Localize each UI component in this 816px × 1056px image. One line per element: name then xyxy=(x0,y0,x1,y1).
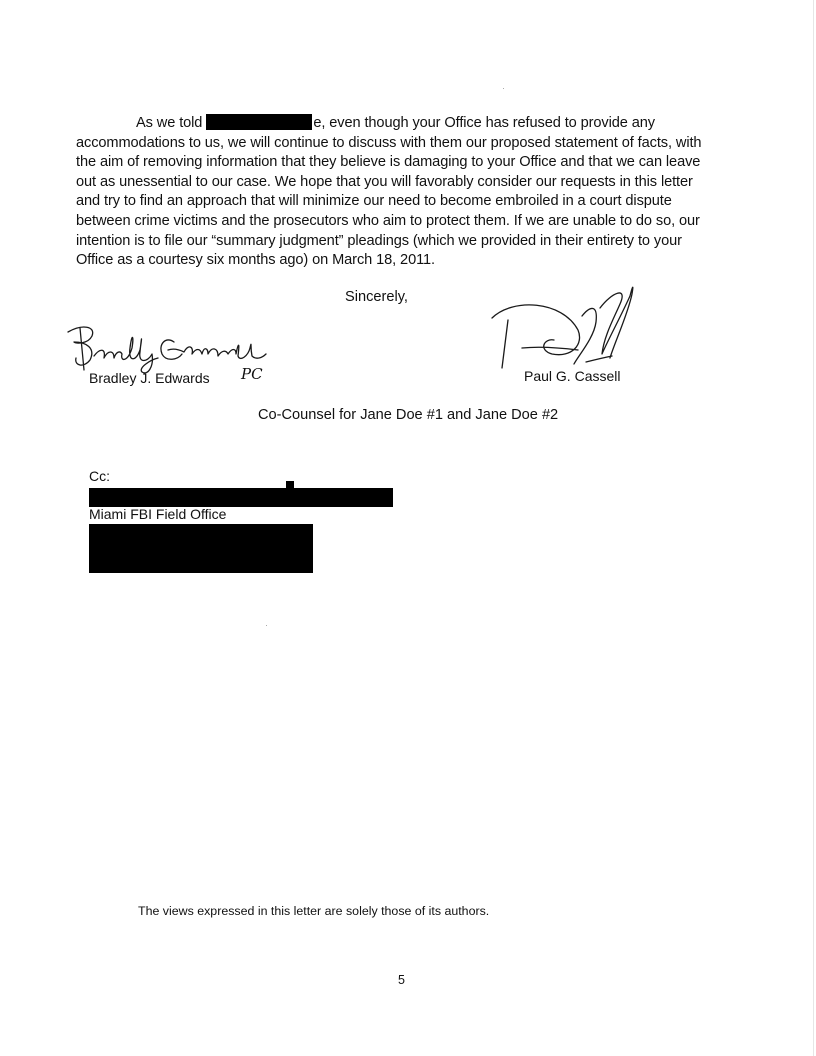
co-counsel-line: Co-Counsel for Jane Doe #1 and Jane Doe #2 xyxy=(258,407,559,423)
paragraph-start: As we told xyxy=(136,115,203,131)
signer-left-name: Bradley J. Edwards xyxy=(89,370,210,386)
scan-edge xyxy=(813,0,814,1056)
scan-speck xyxy=(503,88,504,89)
cc-label: Cc: xyxy=(89,468,110,484)
disclaimer: The views expressed in this letter are solely those of its authors. xyxy=(138,904,490,918)
body-paragraph xyxy=(76,114,716,271)
cc-recipient: Miami FBI Field Office xyxy=(89,506,227,522)
scan-speck xyxy=(266,625,267,626)
page-number: 5 xyxy=(398,973,405,987)
signer-left-initials: PC xyxy=(241,365,263,383)
signature-cassell xyxy=(482,278,642,378)
signer-right-name: Paul G. Cassell xyxy=(524,368,621,384)
closing: Sincerely, xyxy=(345,289,408,305)
redaction-block xyxy=(89,524,313,573)
paragraph-text: e, even though your Office has refused to provide any accommodations to us, we will continue to discuss with them our proposed statement of facts, with the aim of removing information that they believe is damaging to your Office and that we can leave out as unessential to our case. We hope that you will favorably consider our requests in this letter and try to find an approach that will minimize our need to become embroiled in a court dispute between crime victims and the prosecutors who aim to protect them. If we are unable to do so, our intention is to file our “summary judgment” pleadings (which we provided in their entirety to your Office as a courtesy six months ago) on March 18, 2011. xyxy=(76,115,702,269)
redaction-bar xyxy=(89,488,393,507)
redaction-inline xyxy=(206,114,312,130)
